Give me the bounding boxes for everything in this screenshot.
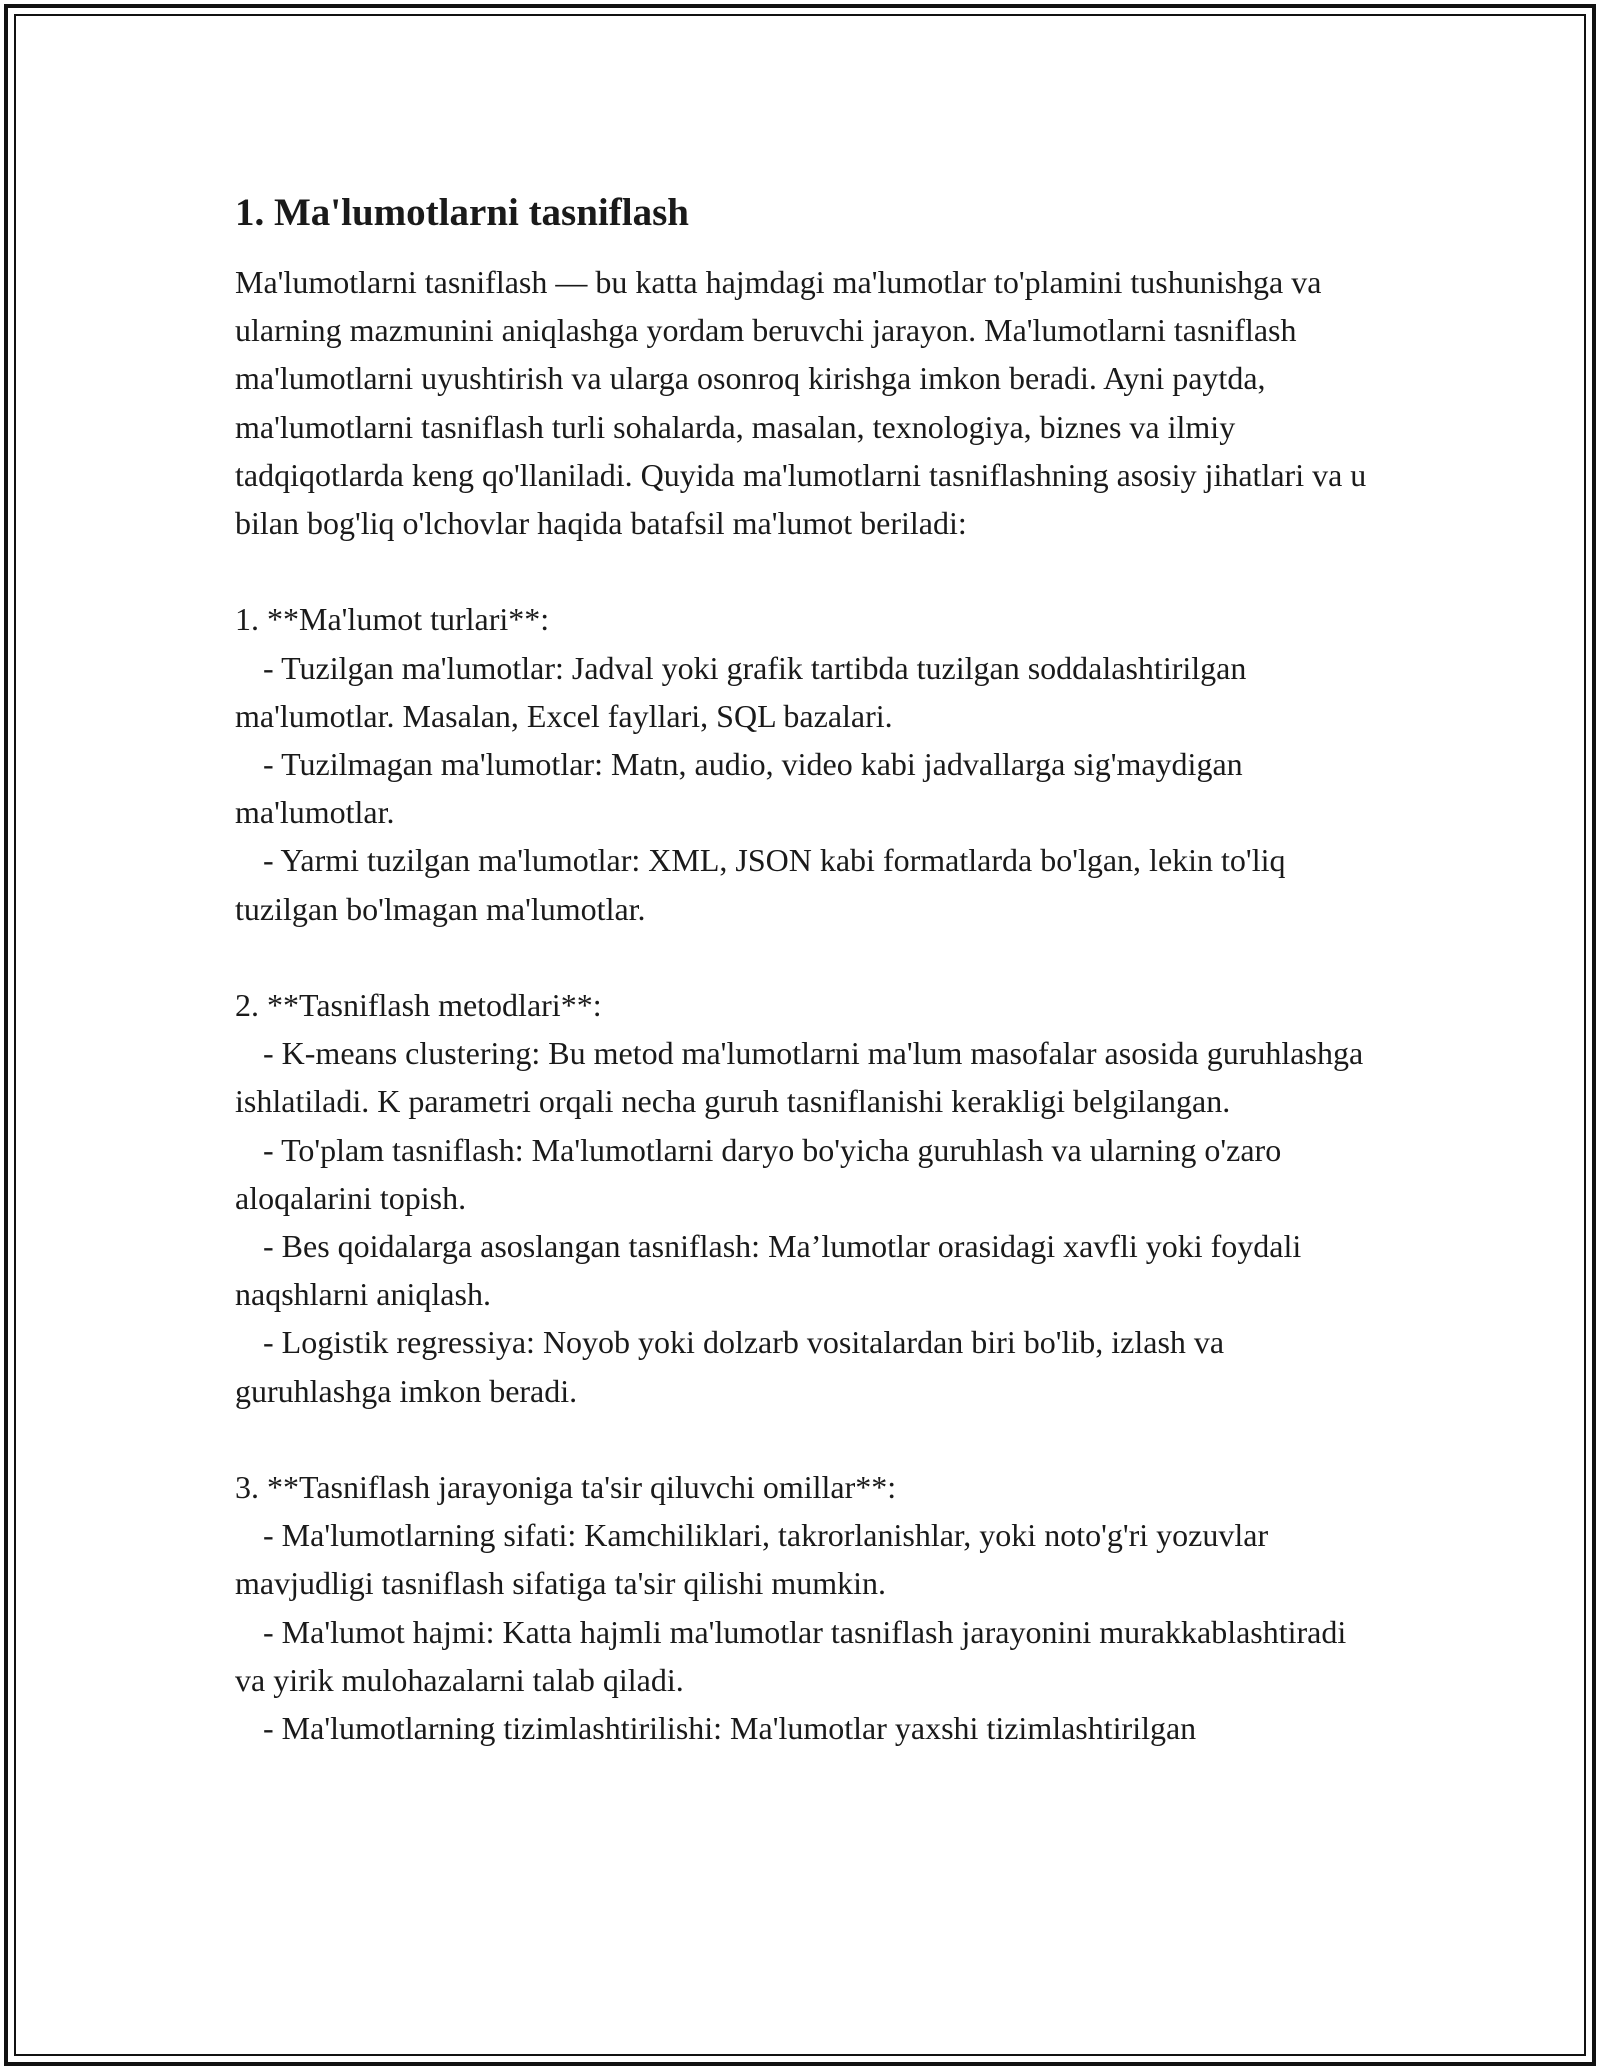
- list-item: - Ma'lumotlarning sifati: Kamchiliklari, takrorlanishlar, yoki noto'g'ri yozuvlar mavjudligi tasniflash sifatiga ta'sir qilishi mumkin.: [235, 1517, 1269, 1602]
- section-classification-methods: [235, 981, 1375, 1415]
- list-item: - Ma'lumot hajmi: Katta hajmli ma'lumotlar tasniflash jarayonini murakkablashtiradi va yirik mulohazalarni talab qiladi.: [235, 1613, 1347, 1698]
- section-heading: 1. **Ma'lumot turlari**:: [235, 601, 550, 638]
- list-item: - Tuzilgan ma'lumotlar: Jadval yoki grafik tartibda tuzilgan soddalashtirilgan ma'lumotlar. Masalan, Excel fayllari, SQL bazalari.: [235, 649, 1247, 734]
- list-item: - K-means clustering: Bu metod ma'lumotlarni ma'lum masofalar asosida guruhlashga ishlatiladi. K parametri orqali necha guruh tasniflanishi kerakligi belgilangan.: [235, 1035, 1364, 1120]
- list-item: - Logistik regressiya: Noyob yoki dolzarb vositalardan biri bo'lib, izlash va guruhlashga imkon beradi.: [235, 1324, 1225, 1409]
- list-item: - Yarmi tuzilgan ma'lumotlar: XML, JSON kabi formatlarda bo'lgan, lekin to'liq tuzilgan bo'lmagan ma'lumotlar.: [235, 842, 1286, 927]
- list-item: - Ma'lumotlarning tizimlashtirilishi: Ma'lumotlar yaxshi tizimlashtirilgan: [263, 1710, 1197, 1747]
- section-data-types: [235, 595, 1375, 932]
- intro-paragraph: Ma'lumotlarni tasniflash — bu katta hajmdagi ma'lumotlar to'plamini tushunishga va ularning mazmunini aniqlashga yordam beruvchi jarayon. Ma'lumotlarni tasniflash ma'lumotlarni uyushtirish va ularga osonroq kirishga imkon beradi. Ayni paytda, ma'lumotlarni tasniflash turli sohalarda, masalan, texnologiya, biznes va ilmiy tadqiqotlarda keng qo'llaniladi. Quyida ma'lumotlarni tasniflashning asosiy jihatlari va u bilan bog'liq o'lchovlar haqida batafsil ma'lumot beriladi:: [235, 264, 1367, 542]
- list-item: - Bes qoidalarga asoslangan tasniflash: Ma’lumotlar orasidagi xavfli yoki foydali naqshlarni aniqlash.: [235, 1228, 1302, 1313]
- page-title: 1. Ma'lumotlarni tasniflash: [235, 191, 689, 234]
- list-item: - To'plam tasniflash: Ma'lumotlarni daryo bo'yicha guruhlash va ularning o'zaro aloqalarini topish.: [235, 1131, 1282, 1216]
- section-heading: 2. **Tasniflash metodlari**:: [235, 987, 602, 1024]
- section-heading: 3. **Tasniflash jarayoniga ta'sir qiluvchi omillar**:: [235, 1469, 897, 1506]
- list-item: - Tuzilmagan ma'lumotlar: Matn, audio, video kabi jadvallarga sig'maydigan ma'lumotlar.: [235, 746, 1243, 831]
- section-influencing-factors: [235, 1463, 1375, 1752]
- document-body: [235, 186, 1375, 1752]
